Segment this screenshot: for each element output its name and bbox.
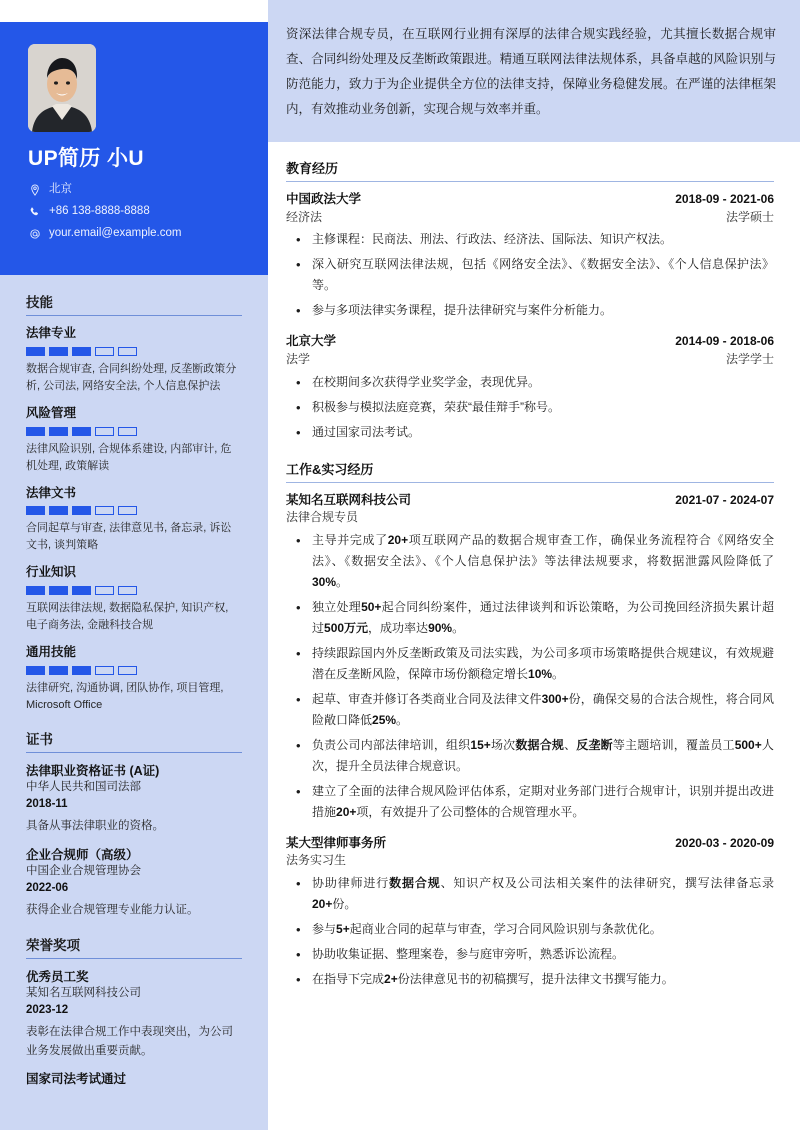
bullet-item: • 主导并完成了20+项互联网产品的数据合规审查工作，确保业务流程符合《网络安全法》、《数据安全法》、《个人信息保护法》等法律法规要求，将数据泄露风险降低了30%。 [312, 530, 774, 593]
entry-header [286, 191, 774, 209]
education-date-range: 2018-09 - 2021-06 [675, 192, 774, 206]
skill-name: 法律专业 [26, 326, 77, 341]
award-item [26, 1071, 242, 1087]
skill-level-segment [49, 586, 68, 595]
awards-list [26, 969, 242, 1088]
contact-location [28, 183, 246, 196]
skill-level-segment [95, 427, 114, 436]
contact-email [28, 227, 246, 240]
education-bullet-list [286, 372, 774, 443]
skill-level-segment [49, 427, 68, 436]
section-education-title: 教育经历 [286, 158, 774, 182]
company-name: 某知名互联网科技公司 [286, 492, 412, 507]
skill-level-segment [95, 347, 114, 356]
skill-level-segment [95, 506, 114, 515]
credential-org: 中华人民共和国司法部 [26, 781, 141, 794]
job-title: 法务实习生 [286, 853, 347, 868]
skill-item [26, 326, 242, 395]
credential-name: 法律职业资格证书 (A证) [26, 763, 160, 778]
work-entry [286, 835, 774, 990]
certificates-list [26, 763, 242, 920]
location-pin-icon [28, 183, 41, 196]
skill-level-segment [26, 347, 45, 356]
credential-name: 优秀员工奖 [26, 969, 89, 984]
skill-level-segment [72, 347, 91, 356]
sidebar-top-spacer [0, 0, 268, 22]
entry-subheader [286, 509, 774, 526]
skill-level-segment [26, 506, 45, 515]
skill-level-meter [26, 586, 242, 595]
work-date-range: 2020-03 - 2020-09 [675, 835, 774, 850]
skill-level-segment [95, 666, 114, 675]
sidebar-body [0, 275, 268, 1108]
education-bullet-list [286, 229, 774, 321]
email-value: your.email@example.com [49, 227, 182, 240]
school-name: 北京大学 [286, 334, 337, 349]
skill-name: 法律文书 [26, 485, 77, 500]
credential-date: 2018-11 [26, 797, 68, 810]
skill-level-segment [26, 586, 45, 595]
work-bullet-list [286, 530, 774, 823]
education-date-range: 2014-09 - 2018-06 [675, 334, 774, 349]
bullet-item: • 积极参与模拟法庭竞赛，荣获“最佳辩手”称号。 [312, 397, 774, 418]
certificate-item [26, 847, 242, 920]
person-name: UP简历 小U [28, 147, 144, 170]
bullet-item: • 协助收集证据、整理案卷，参与庭审旁听，熟悉诉讼流程。 [312, 944, 774, 965]
skill-level-meter [26, 347, 242, 356]
skill-level-meter [26, 666, 242, 675]
credential-description: 具备从事法律职业的资格。 [26, 820, 164, 833]
work-date-range: 2021-07 - 2024-07 [675, 492, 774, 507]
skill-level-segment [118, 427, 137, 436]
skill-level-segment [49, 666, 68, 675]
sidebar [0, 0, 268, 1130]
entry-subheader [286, 852, 774, 869]
company-name: 某大型律师事务所 [286, 835, 387, 850]
skill-description: 互联网法律法规, 数据隐私保护, 知识产权, 电子商务法, 金融科技合规 [26, 601, 229, 632]
skill-level-segment [26, 666, 45, 675]
school-name: 中国政法大学 [286, 192, 362, 206]
summary-text: 资深法律合规专员，在互联网行业拥有深厚的法律合规实践经验，尤其擅长数据合规审查、合同纠纷处理及反垄断政策跟进。精通互联网法律法规体系，具备卓越的风险识别与防范能力，致力于为企业提供全方位的法律支持，保障业务稳健发展。在严谨的法律框架内，有效推动业务创新，实现合规与效率并重。 [286, 27, 776, 116]
sidebar-section-skills-title: 技能 [26, 291, 242, 316]
skill-item [26, 486, 242, 555]
phone-icon [28, 205, 41, 218]
entry-header [286, 492, 774, 510]
work-list [286, 492, 774, 991]
email-at-icon [28, 227, 41, 240]
skill-level-segment [72, 586, 91, 595]
avatar [28, 44, 96, 132]
work-bullet-list [286, 873, 774, 990]
summary-band [268, 0, 800, 142]
skill-level-segment [49, 506, 68, 515]
skill-level-segment [49, 347, 68, 356]
skill-level-meter [26, 427, 242, 436]
major: 经济法 [286, 209, 323, 224]
bullet-item: • 参与多项法律实务课程，提升法律研究与案件分析能力。 [312, 300, 774, 321]
skill-level-segment [118, 666, 137, 675]
bullet-item: • 通过国家司法考试。 [312, 422, 774, 443]
education-entry [286, 191, 774, 321]
contact-phone [28, 205, 246, 218]
credential-org: 某知名互联网科技公司 [26, 987, 141, 999]
bullet-item: • 主修课程：民商法、刑法、行政法、经济法、国际法、知识产权法。 [312, 229, 774, 250]
credential-name: 企业合规师（高级） [26, 847, 139, 862]
bullet-item: • 协助律师进行数据合规、知识产权及公司法相关案件的法律研究，撰写法律备忘录20+份。 [312, 873, 774, 915]
degree: 法学学士 [725, 351, 774, 366]
credential-date: 2023-12 [26, 1003, 69, 1016]
work-entry [286, 492, 774, 823]
skill-level-segment [72, 427, 91, 436]
credential-org: 中国企业合规管理协会 [26, 865, 141, 878]
phone-value: +86 138-8888-8888 [49, 205, 150, 218]
skill-level-segment [118, 347, 137, 356]
award-item [26, 969, 242, 1060]
major: 法学 [286, 351, 311, 366]
education-list [286, 191, 774, 443]
certificate-item [26, 763, 242, 836]
bullet-item: • 在指导下完成2+份法律意见书的初稿撰写，提升法律文书撰写能力。 [312, 969, 774, 990]
skill-level-segment [26, 427, 45, 436]
skill-description: 法律研究, 沟通协调, 团队协作, 项目管理, Microsoft Office [26, 681, 224, 711]
bullet-item: • 参与5+起商业合同的起草与审查，学习合同风险识别与条款优化。 [312, 919, 774, 940]
main-column [268, 0, 800, 1130]
sidebar-section-awards-title: 荣誉奖项 [26, 934, 242, 959]
skill-description: 数据合规审查, 合同纠纷处理, 反垄断政策分析, 公司法, 网络安全法, 个人信息保护法 [26, 362, 237, 392]
skill-item [26, 565, 242, 634]
skill-item [26, 645, 242, 714]
entry-header [286, 835, 774, 853]
credential-date: 2022-06 [26, 881, 69, 894]
credential-name: 国家司法考试通过 [26, 1072, 127, 1087]
entry-subheader [286, 209, 774, 226]
skill-level-segment [118, 586, 137, 595]
bullet-item: • 独立处理50+起合同纠纷案件，通过法律谈判和诉讼策略，为公司挽回经济损失累计超过500万元，成功率达90%。 [312, 597, 774, 639]
skill-item [26, 406, 242, 475]
skill-level-segment [118, 506, 137, 515]
education-entry [286, 333, 774, 442]
skill-name: 风险管理 [26, 405, 77, 420]
entry-subheader [286, 351, 774, 368]
section-work-title: 工作&实习经历 [286, 459, 774, 483]
skill-name: 行业知识 [26, 565, 77, 580]
skills-list [26, 326, 242, 714]
skill-level-segment [72, 666, 91, 675]
skill-level-meter [26, 506, 242, 515]
entry-header [286, 333, 774, 351]
skill-name: 通用技能 [26, 645, 77, 660]
bullet-item: • 负责公司内部法律培训，组织15+场次数据合规、反垄断等主题培训，覆盖员工500+人次，提升全员法律合规意识。 [312, 735, 774, 777]
skill-description: 合同起草与审查, 法律意见书, 备忘录, 诉讼文书, 谈判策略 [26, 522, 232, 552]
bullet-item: • 在校期间多次获得学业奖学金，表现优异。 [312, 372, 774, 393]
profile-header [0, 22, 268, 275]
skill-description: 法律风险识别, 合规体系建设, 内部审计, 危机处理, 政策解读 [26, 442, 232, 472]
bullet-item: • 深入研究互联网法律法规，包括《网络安全法》、《数据安全法》、《个人信息保护法》等。 [312, 254, 774, 296]
degree: 法学硕士 [725, 209, 774, 224]
bullet-item: • 起草、审查并修订各类商业合同及法律文件300+份，确保交易的合法合规性，将合同风险敞口降低25%。 [312, 689, 774, 731]
main-body [268, 142, 800, 1002]
job-title: 法律合规专员 [286, 510, 359, 525]
skill-level-segment [72, 506, 91, 515]
location-value: 北京 [49, 183, 72, 196]
skill-level-segment [95, 586, 114, 595]
credential-description: 表彰在法律合规工作中表现突出，为公司业务发展做出重要贡献。 [26, 1026, 233, 1057]
bullet-item: • 建立了全面的法律合规风险评估体系，定期对业务部门进行合规审计，识别并提出改进措施20+项，有效提升了公司整体的合规管理水平。 [312, 781, 774, 823]
sidebar-section-certs-title: 证书 [26, 728, 242, 753]
bullet-item: • 持续跟踪国内外反垄断政策及司法实践，为公司多项市场策略提供合规建议，有效规避潜在反垄断风险，保障市场份额稳定增长10%。 [312, 643, 774, 685]
credential-description: 获得企业合规管理专业能力认证。 [26, 904, 199, 917]
